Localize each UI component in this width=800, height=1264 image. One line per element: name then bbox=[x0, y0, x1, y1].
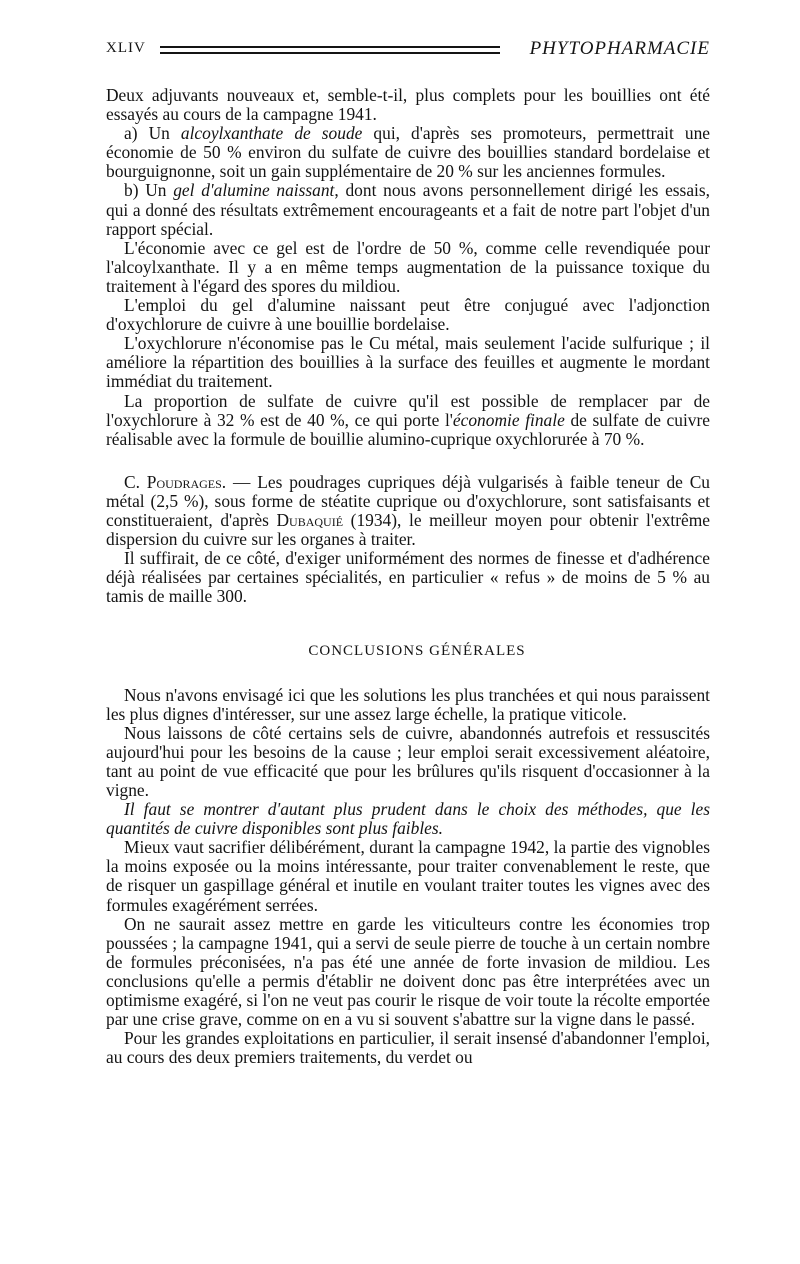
paragraph bbox=[106, 124, 710, 181]
paragraph: Il suffirait, de ce côté, d'exiger uniformément des normes de finesse et d'adhérence déjà réalisées par certaines spécialités, en particulier « refus » de moins de 5 % au tamis de maille 300. bbox=[106, 548, 710, 607]
spacer bbox=[106, 662, 710, 686]
paragraph-text: , dont nous avons personnellement dirigé les essais, qui a donné des résultats extrêmement encourageants et a fait de notre part l'objet d'un rapport spécial. bbox=[106, 180, 710, 239]
paragraph: Nous n'avons envisagé ici que les solutions les plus tranchées et qui nous paraissent les plus dignes d'intéresser, sur une assez large échelle, la pratique viticole. bbox=[106, 684, 710, 724]
emphasis-paragraph: Il faut se montrer d'autant plus prudent dans le choix des méthodes, que les quantités de cuivre disponibles sont plus faibles. bbox=[106, 799, 710, 839]
spacer bbox=[106, 606, 710, 642]
paragraph-text: La proportion de sulfate de cuivre qu'il est possible de remplacer par de l'oxychlorure à 32 % est de 40 %, ce qui porte l' bbox=[106, 390, 710, 430]
paragraph: Mieux vaut sacrifier délibérément, durant la campagne 1942, la partie des vignobles la moins exposée ou la moins intéressante, pour traiter convenablement le reste, que de risquer un gaspillage général et inutile en voulant traiter toutes les vignes avec des formules exagérément serrées. bbox=[106, 837, 710, 915]
paragraph bbox=[106, 392, 710, 449]
paragraph: L'économie avec ce gel est de l'ordre de 50 %, comme celle revendiquée pour l'alcoylxanthate. Il y a en même temps augmentation de la puissance toxique du traitement à l'égard des spores du mildiou. bbox=[106, 237, 710, 296]
paragraph-text: (1934), le meilleur moyen pour obtenir l'extrême dispersion du cuivre sur les organes à traiter. bbox=[106, 509, 711, 550]
term: gel d'alumine naissant bbox=[173, 180, 335, 201]
spacer bbox=[106, 449, 710, 473]
paragraph: L'emploi du gel d'alumine naissant peut être conjugué avec l'adjonction d'oxychlorure de cuivre à une bouillie bordelaise. bbox=[106, 295, 710, 335]
paragraph: On ne saurait assez mettre en garde les viticulteurs contre les économies trop poussées ; la campagne 1941, qui a servi de seule pierre de touche à un certain nombre de formules préconisées, n'a pas été une année de forte invasion de mildiou. Les conclusions qu'elle a permis d'établir ne doivent donc pas être interprétées avec un optimisme exagéré, si l'on ne veut pas courir le risque de voir toute la récolte emportée par une crise grave, comme on en a vu si souvent s'abattre sur la vigne dans le passé. bbox=[106, 913, 710, 1030]
paragraph: Nous laissons de côté certains sels de cuivre, abandonnés autrefois et ressuscités aujourd'hui pour les besoins de la cause ; leur emploi serait excessivement aléatoire, tant au point de vue efficacité que pour les brûlures qu'ils risquent d'occasionner à la vigne. bbox=[106, 722, 710, 800]
paragraph-text: qui, d'après ses promoteurs, permettrait une économie de 50 % environ du sulfate de cuivre des bouillies standard bordelaise et bourguignonne, soit un gain supplémentaire de 20 % sur les anciennes formules. bbox=[106, 123, 711, 182]
paragraph-text: a) Un bbox=[124, 123, 181, 144]
term: économie finale bbox=[452, 409, 565, 430]
header-rule bbox=[160, 46, 500, 48]
term: alcoylxanthate de soude bbox=[180, 123, 363, 144]
paragraph-text: de sulfate de cuivre réalisable avec la formule de bouillie alumino-cuprique oxychlorurée à 70 %. bbox=[106, 409, 710, 449]
paragraph-text: C. bbox=[124, 471, 147, 492]
paragraph: Pour les grandes exploitations en particulier, il serait insensé d'abandonner l'emploi, au cours des deux premiers traitements, du verdet ou bbox=[106, 1028, 710, 1068]
paragraph: Deux adjuvants nouveaux et, semble-t-il, plus complets pour les bouillies ont été essayés au cours de la campagne 1941. bbox=[106, 85, 710, 125]
paragraph: L'oxychlorure n'économise pas le Cu métal, mais seulement l'acide sulfurique ; il améliore la répartition des bouillies à la surface des feuilles et augmente le mordant immédiat du traitement. bbox=[106, 333, 710, 392]
body-text bbox=[106, 86, 710, 1067]
section-heading: Poudrages. bbox=[146, 471, 227, 492]
page-number: XLIV bbox=[106, 40, 146, 56]
page-header bbox=[106, 40, 710, 62]
running-title: PHYTOPHARMACIE bbox=[529, 38, 710, 59]
paragraph bbox=[106, 181, 710, 238]
paragraph bbox=[106, 473, 710, 549]
paragraph-text: — Les poudrages cupriques déjà vulgarisés à faible teneur de Cu métal (2,5 %), sous forme de stéatite cuprique ou d'oxychlorure, sont satisfaisants et constitueraient, d'après bbox=[106, 471, 710, 530]
author-name: Dubaquié bbox=[276, 509, 344, 530]
paragraph-text: b) Un bbox=[124, 180, 174, 201]
header-rule bbox=[160, 52, 500, 54]
conclusions-heading: CONCLUSIONS GÉNÉRALES bbox=[308, 643, 526, 660]
